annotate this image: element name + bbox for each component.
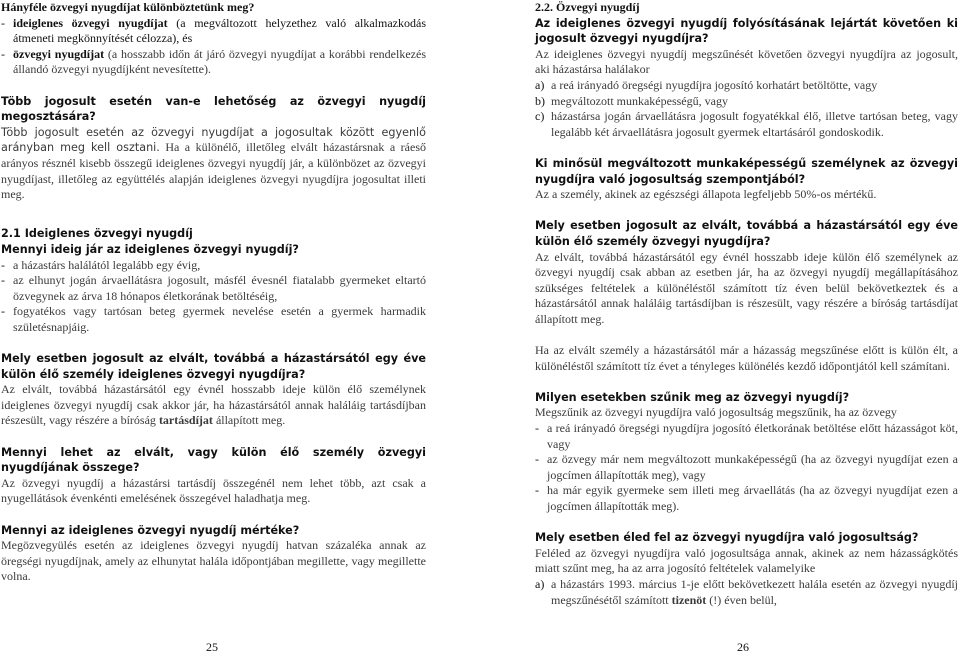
eligibility-question: Az ideiglenes özvegyi nyugdíj folyósításának lejártát követően ki jogosult özvegyi nyugdíjra? <box>535 16 958 46</box>
section-2-1-title: 2.1 Ideiglenes özvegyi nyugdíj <box>1 227 193 241</box>
list-item: a) a házastárs 1993. március 1-je előtt bekövetkezett halála esetén az özvegyi nyugdíj megszűnésétől számított tizenöt (!) éven belül, <box>535 576 958 607</box>
termination-question: Milyen esetekben szűnik meg az özvegyi nyugdíj? <box>535 390 850 404</box>
split-question: Több jogosult esetén van-e lehetőség az özvegyi nyugdíj megosztására? <box>1 94 426 124</box>
list-item: - ideiglenes özvegyi nyugdíjat (a megváltozott helyzethez való alkalmazkodás átmeneti megkönnyítését célozza), és <box>1 15 427 46</box>
list-item: - ha már egyik gyermeke sem illeti meg árvaellátás (ha az özvegyi nyugdíjat ezen a jogcímen állapították meg). <box>535 483 958 513</box>
eligibility-answer: Az ideiglenes özvegyi nyugdíj megszűnését követően özvegyi nyugdíjra az jogosult, aki házastársa halálakor <box>535 46 958 77</box>
right-page <box>535 0 958 608</box>
separated-amount-question: Mennyi lehet az elvált, vagy külön élő személy özvegyi nyugdíjának összege? <box>1 445 426 475</box>
page-number-right: 26 <box>737 640 749 654</box>
divorced-answer: Az elvált, továbbá házastársától egy évnél hosszabb ideje külön élő személynek ideiglenes özvegyi nyugdíj csak akkor jár, ha házastársától annak haláláig tartásdíjban részesült, vagy részére a bíróság tartásdíjat állapított meg. <box>1 382 426 428</box>
separation-note: Ha az elvált személy a házastársától már a házasság megszűnése előtt is külön élt, a különéléstől számított tíz évet a tényleges különélés kezdő időpontjától kell számítani. <box>535 343 958 373</box>
left-page-title: Hányféle özvegyi nyugdíjat különböztetünk meg? <box>1 0 255 14</box>
page-number-left: 25 <box>206 640 218 654</box>
list-item: - az elhunyt jogán árvaellátásra jogosult, másfél évesnél fiatalabb gyermeket eltartó özvegynek az árva 18 hónapos életkorának betöltéséig, <box>1 273 426 303</box>
divorced-question: Mely esetben jogosult az elvált, továbbá a házastársától egy éve külön élő személy özvegyi nyugdíjra? <box>535 219 958 248</box>
disability-answer: Az a személy, akinek az egészségi állapota legfeljebb 50%-os mértékű. <box>535 187 877 202</box>
list-item: a) a reá irányadó öregségi nyugdíjra jogosító korhatárt betöltötte, vagy <box>535 77 878 92</box>
list-item: - özvegyi nyugdíjat (a hosszabb időn át járó özvegyi nyugdíjat a korábbi rendelkezés állandó özvegyi nyugdíjként nevesítette). <box>1 46 426 77</box>
list-item: - az özvegy már nem megváltozott munkaképességű (ha az özvegyi nyugdíjat ezen a jogcímen állapították meg), vagy <box>535 452 958 482</box>
list-item: - a házastárs halálától legalább egy évig, <box>1 257 201 272</box>
revival-answer: Feléled az özvegyi nyugdíjra való jogosultsága annak, akinek az nem házasságkötés miatt szűnt meg, ha az arra jogosító feltételek valamelyike <box>535 545 958 576</box>
list-item: b) megváltozott munkaképességű, vagy <box>535 93 728 108</box>
list-item: c) házastársa jogán árvaellátásra jogosult fogyatékkal élő, illetve tartósan beteg, vagy legalább két árvaellátásra jogosult gyermek eltartásáról gondoskodik. <box>535 109 958 139</box>
revival-question: Mely esetben éled fel az özvegyi nyugdíjra való jogosultság? <box>535 531 919 545</box>
list-item: - a reá irányadó öregségi nyugdíjra jogosító életkorának betöltése előtt házasságot köt, vagy <box>535 421 958 451</box>
separated-amount-answer: Az özvegyi nyugdíj a házastársi tartásdíj összegénél nem lehet több, azt csak a nyugellátások évenkénti emelésének összegével haladhatja meg. <box>1 475 426 506</box>
termination-answer: Megszűnik az özvegyi nyugdíjra való jogosultság megszűnik, ha az özvegy <box>535 405 897 420</box>
amount-answer: Megözvegyülés esetén az ideiglenes özvegyi nyugdíj hatvan százaléka annak az öregségi nyugdíjnak, amely az elhunytat halála időpontjában megillette, vagy megillette volna. <box>1 538 426 584</box>
left-page <box>1 0 426 585</box>
divorced-answer: Az elvált, továbbá házastársától egy évnél hosszabb ideje külön élő személynek az özvegyi nyugdíj csak abban az esetben jár, ha az özvegyi nyugdíj megállapításához szükséges feltételek a különéléstől számított tíz éven belül bekövetkeztek és a házastársától annak haláláig tartásdíjban is részesült, vagy részére a bíróság tartásdíjat állapított meg. <box>535 249 958 326</box>
duration-question: Mennyi ideig jár az ideiglenes özvegyi nyugdíj? <box>1 242 299 256</box>
disability-question: Ki minősül megváltozott munkaképességű személynek az özvegyi nyugdíjra való jogosultság szempontjából? <box>535 156 958 186</box>
amount-question: Mennyi az ideiglenes özvegyi nyugdíj mértéke? <box>1 523 300 537</box>
section-2-2-title: 2.2. Özvegyi nyugdíj <box>535 0 640 14</box>
divorced-question: Mely esetben jogosult az elvált, továbbá a házastársától egy éve külön élő személy ideiglenes özvegyi nyugdíjra? <box>1 352 426 381</box>
split-answer: Több jogosult esetén az özvegyi nyugdíjat a jogosultak között egyenlő arányban meg kell osztani. Ha a különélő, illetőleg elvált házastársnak a ráeső arányos résznél kisebb összegű ideiglenes özvegyi nyugdíj jár, a különbözet az özvegyi nyugdíjast, illetőleg az együttélés alapján ideiglenes özvegyi nyugdíjra jogosultat illeti meg. <box>1 125 427 202</box>
list-item: - fogyatékos vagy tartósan beteg gyermek nevelése esetén a gyermek harmadik születésnapjáig. <box>1 304 426 334</box>
